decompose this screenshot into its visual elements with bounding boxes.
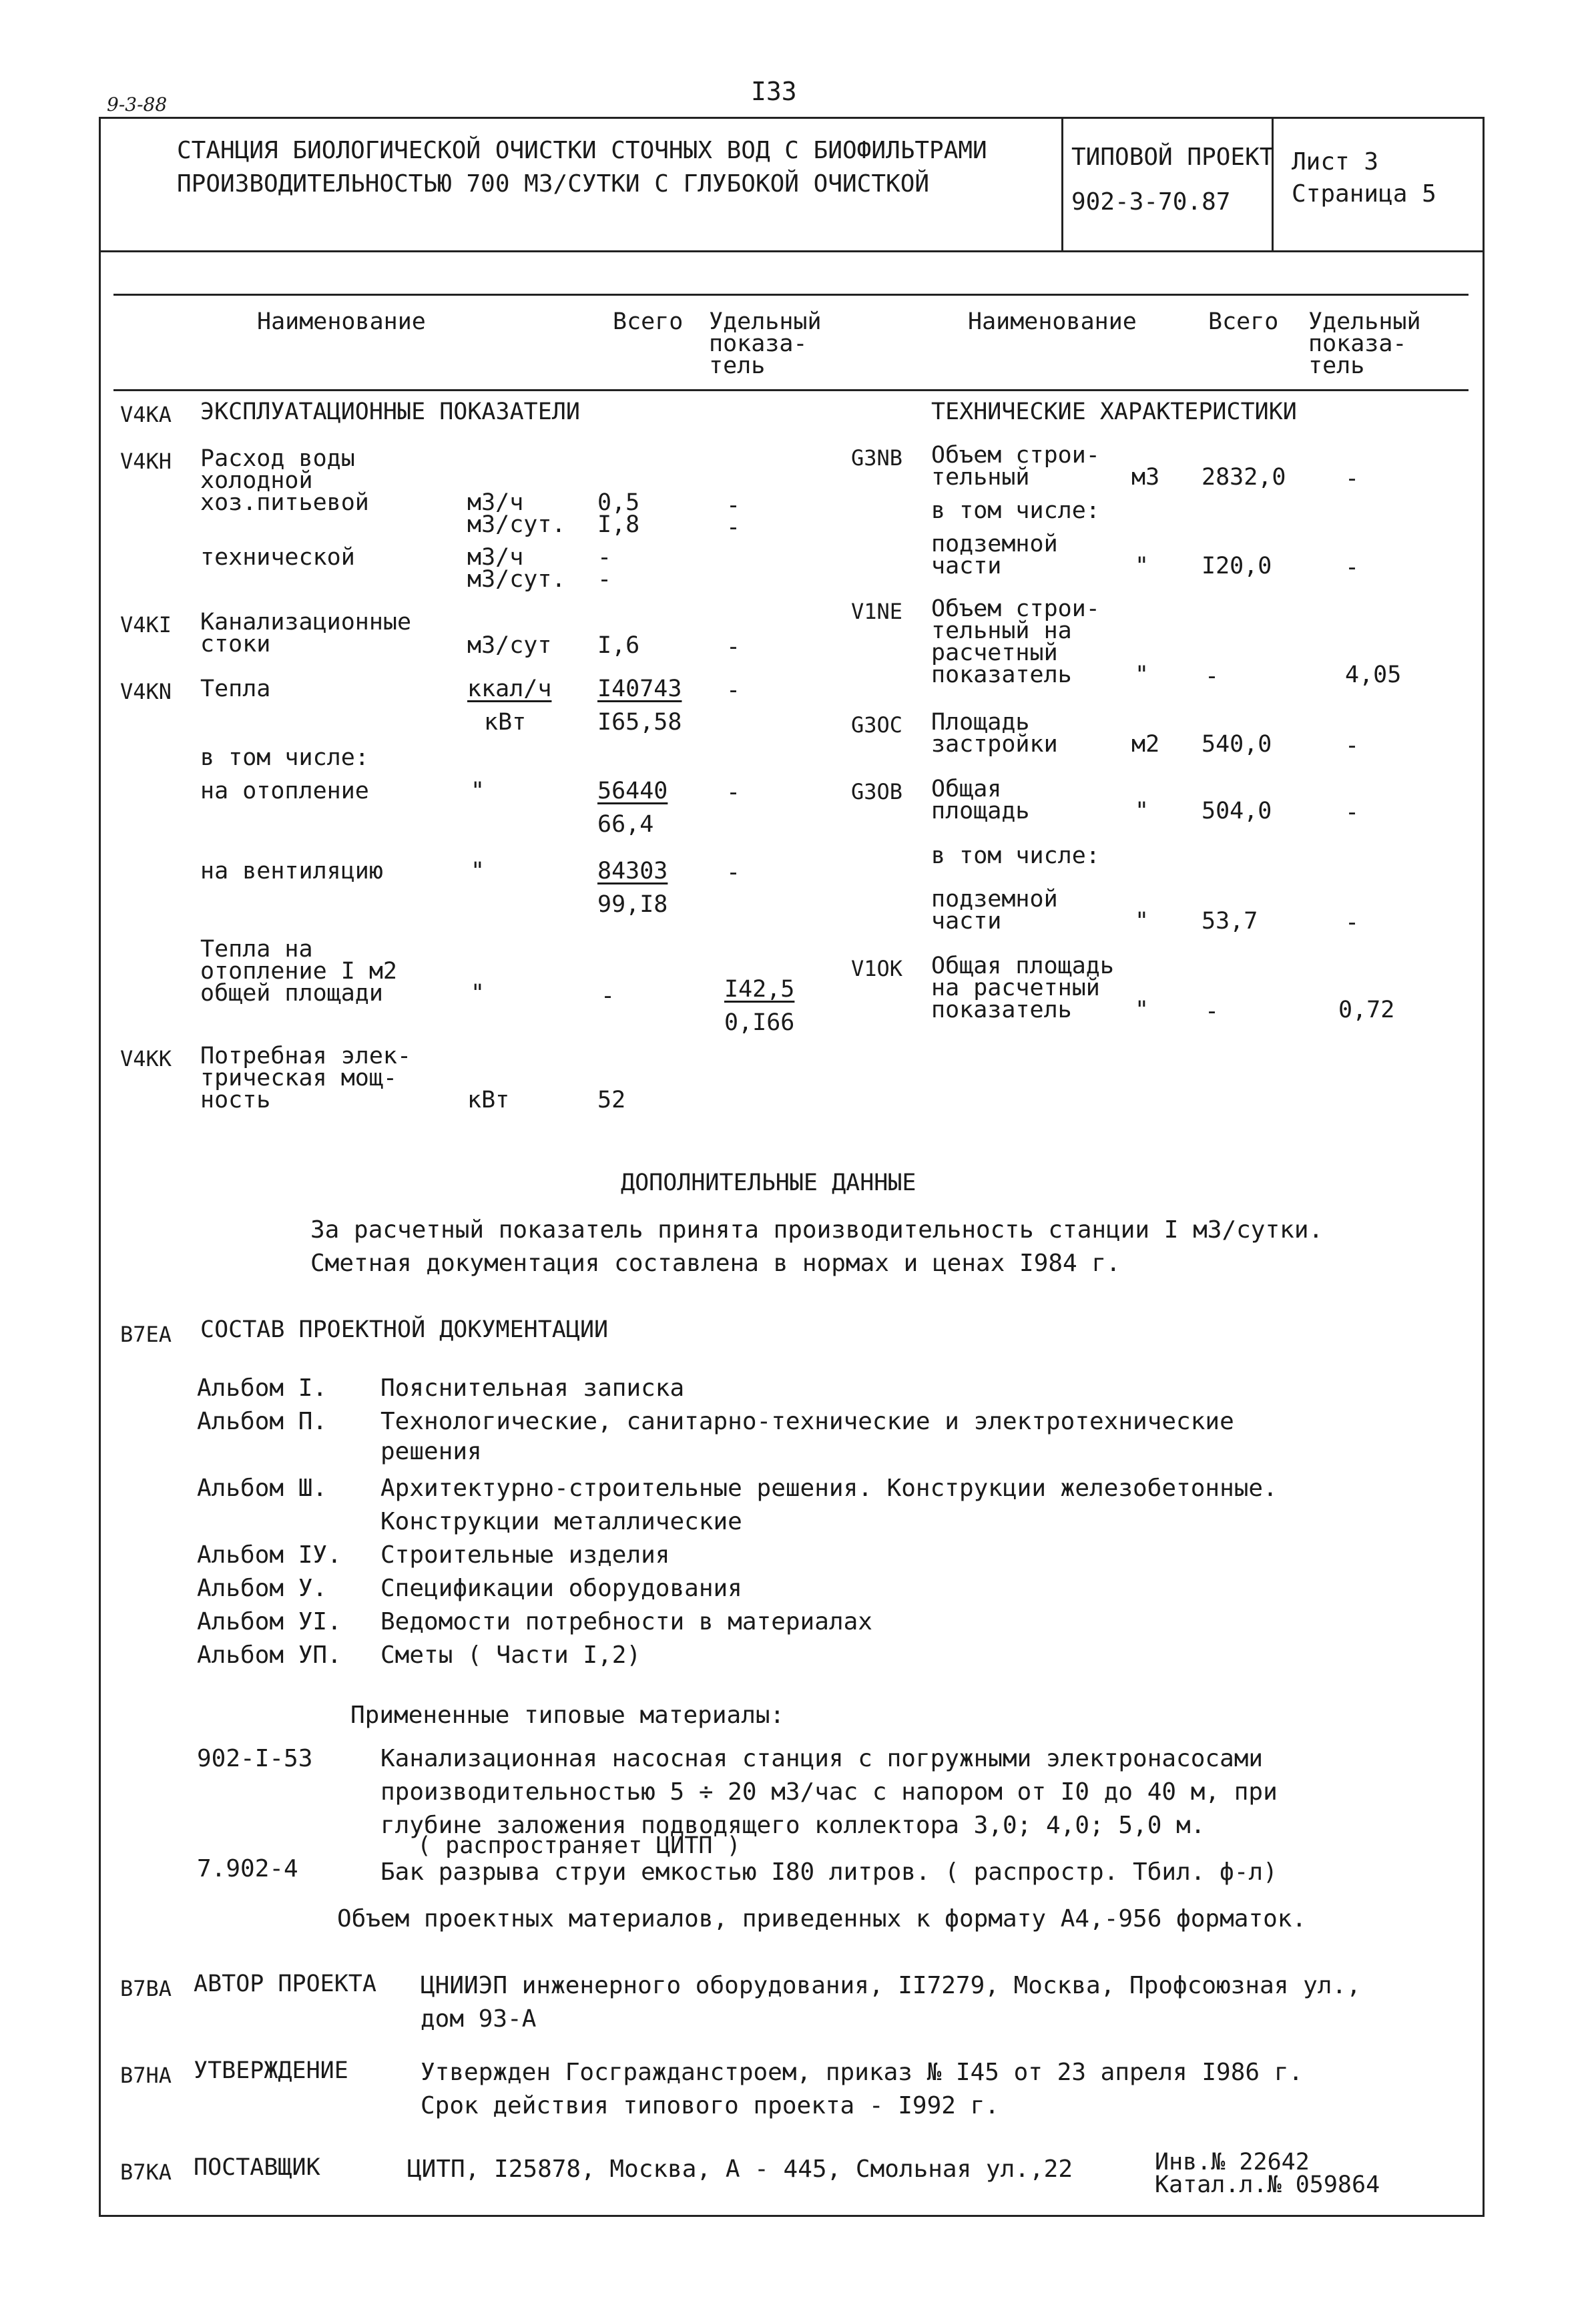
heat-m2-specific-bottom: 0,I66 bbox=[724, 1009, 795, 1036]
col-specific-right-3: тель bbox=[1308, 352, 1365, 379]
area-per-label-1: Общая площадь bbox=[931, 953, 1114, 979]
water-unit-2: м3/сут. bbox=[467, 511, 566, 538]
built-area-label-2: застройки bbox=[931, 731, 1058, 758]
ventilation-value-top: 84303 bbox=[597, 858, 668, 884]
album-4-label: Альбом IУ. bbox=[197, 1541, 342, 1569]
materials-volume: Объем проектных материалов, приведенных к формату А4,-956 форматок. bbox=[337, 1905, 1307, 1933]
material-1-line-1: Канализационная насосная станция с погружными электронасосами bbox=[380, 1745, 1264, 1772]
built-area-specific: - bbox=[1345, 732, 1360, 759]
underground-value: I20,0 bbox=[1202, 553, 1272, 579]
volume-per-unit: " bbox=[1135, 662, 1149, 688]
album-2-label: Альбом П. bbox=[197, 1408, 328, 1435]
material-1-note: ( распространяет ЦИТП ) bbox=[417, 1832, 741, 1859]
water-specific-1: - bbox=[726, 492, 741, 519]
col-name-left: Наименование bbox=[257, 308, 426, 335]
heat-m2-specific-top: I42,5 bbox=[724, 976, 795, 1003]
composition-title: СОСТАВ ПРОЕКТНОЙ ДОКУМЕНТАЦИИ bbox=[200, 1316, 609, 1343]
section-operational: ЭКСПЛУАТАЦИОННЫЕ ПОКАЗАТЕЛИ bbox=[200, 399, 580, 425]
heating-value-bottom: 66,4 bbox=[597, 811, 654, 838]
approval-title: УТВЕРЖДЕНИЕ bbox=[194, 2057, 348, 2084]
table-header-rule bbox=[113, 389, 1469, 391]
total-area-specific: - bbox=[1345, 799, 1360, 826]
technical-label: технической bbox=[200, 544, 355, 571]
underground2-label-1: подземной bbox=[931, 886, 1058, 913]
technical-value-1: - bbox=[597, 544, 612, 571]
area-per-value: - bbox=[1205, 998, 1220, 1025]
heat-m2-label-1: Тепла на bbox=[200, 936, 313, 963]
album-2-text-2: решения bbox=[380, 1438, 482, 1465]
project-number: 902-3-70.87 bbox=[1071, 188, 1231, 216]
volume-label-1: Объем строи- bbox=[931, 442, 1100, 469]
heat-incl: в том числе: bbox=[200, 744, 369, 771]
heat-m2-value: - bbox=[601, 983, 615, 1009]
underground-specific: - bbox=[1345, 554, 1360, 581]
technical-unit-2: м3/сут. bbox=[467, 566, 566, 593]
volume-unit: м3 bbox=[1131, 464, 1160, 491]
water-unit-1: м3/ч bbox=[467, 489, 524, 516]
code-b7ha: B7HA bbox=[120, 2063, 172, 2088]
heat-value-top: I40743 bbox=[597, 676, 682, 702]
heat-m2-label-2: отопление I м2 bbox=[200, 958, 398, 985]
col-specific-left-3: тель bbox=[709, 352, 766, 379]
power-label-1: Потребная элек- bbox=[200, 1043, 412, 1069]
code-v4kh: V4KH bbox=[120, 449, 172, 474]
ventilation-value-bottom: 99,I8 bbox=[597, 891, 668, 918]
album-1-text: Пояснительная записка bbox=[380, 1374, 685, 1402]
section-technical: ТЕХНИЧЕСКИЕ ХАРАКТЕРИСТИКИ bbox=[931, 399, 1297, 425]
code-b7ea: B7EA bbox=[120, 1322, 172, 1347]
ventilation-specific: - bbox=[726, 859, 741, 886]
sheet-number: Лист 3 bbox=[1292, 148, 1379, 176]
code-v1ok: V1OK bbox=[851, 956, 903, 981]
code-v4kk: V4KK bbox=[120, 1046, 172, 1071]
author-line-1: ЦНИИЭП инженерного оборудования, II7279, Москва, Профсоюзная ул., bbox=[421, 1972, 1361, 1999]
col-specific-left-2: показа- bbox=[709, 330, 808, 357]
album-4-text: Строительные изделия bbox=[380, 1541, 670, 1569]
code-v4kn: V4KN bbox=[120, 679, 172, 704]
album-3-text-2: Конструкции металлические bbox=[380, 1508, 742, 1535]
heat-specific: - bbox=[726, 677, 741, 704]
underground-unit: " bbox=[1135, 553, 1149, 579]
code-g3nb: G3NB bbox=[851, 445, 903, 471]
volume-per-label-4: показатель bbox=[931, 662, 1072, 688]
col-total-right: Всего bbox=[1208, 308, 1279, 335]
table-top-rule bbox=[113, 294, 1469, 296]
underground2-value: 53,7 bbox=[1202, 908, 1258, 935]
volume-per-value: - bbox=[1205, 663, 1220, 690]
album-3-text: Архитектурно-строительные решения. Конструкции железобетонные. bbox=[380, 1475, 1278, 1502]
album-1-label: Альбом I. bbox=[197, 1374, 328, 1402]
col-specific-right-2: показа- bbox=[1308, 330, 1407, 357]
author-line-2: дом 93-А bbox=[421, 2005, 537, 2033]
total-area-value: 504,0 bbox=[1202, 798, 1272, 824]
col-specific-left-1: Удельный bbox=[709, 308, 822, 335]
area-per-unit: " bbox=[1135, 997, 1149, 1023]
applied-materials-title: Примененные типовые материалы: bbox=[350, 1702, 785, 1729]
album-5-label: Альбом У. bbox=[197, 1575, 328, 1602]
additional-line-2: Сметная документация составлена в нормах и ценах I984 г. bbox=[310, 1250, 1121, 1277]
code-g3ob: G3OB bbox=[851, 779, 903, 804]
water-label-1: Расход воды bbox=[200, 445, 355, 472]
volume-value: 2832,0 bbox=[1202, 464, 1286, 491]
code-v1ne: V1NE bbox=[851, 599, 903, 624]
code-v4ka: V4KA bbox=[120, 402, 172, 427]
built-area-unit: м2 bbox=[1131, 731, 1160, 758]
page-number: I33 bbox=[751, 77, 797, 106]
code-b7ba: B7BA bbox=[120, 1976, 172, 2001]
title-divider-2 bbox=[1272, 117, 1274, 250]
water-label-3: хоз.питьевой bbox=[200, 489, 369, 516]
power-value: 52 bbox=[597, 1087, 626, 1113]
built-area-label-1: Площадь bbox=[931, 709, 1030, 736]
material-1-line-2: производительностью 5 ÷ 20 м3/час с напором от I0 до 40 м, при bbox=[380, 1778, 1278, 1806]
volume-per-specific: 4,05 bbox=[1345, 662, 1402, 688]
power-label-3: ность bbox=[200, 1087, 271, 1113]
supplier-line: ЦИТП, I25878, Москва, А - 445, Смольная ул.,22 bbox=[407, 2155, 1073, 2183]
technical-value-2: - bbox=[597, 566, 612, 593]
technical-unit-1: м3/ч bbox=[467, 544, 524, 571]
album-7-text: Сметы ( Части I,2) bbox=[380, 1641, 641, 1669]
album-7-label: Альбом УП. bbox=[197, 1641, 342, 1669]
water-value-1: 0,5 bbox=[597, 489, 640, 516]
area-incl: в том числе: bbox=[931, 842, 1100, 869]
total-area-label-1: Общая bbox=[931, 776, 1002, 802]
underground2-unit: " bbox=[1135, 908, 1149, 935]
additional-title: ДОПОЛНИТЕЛЬНЫЕ ДАННЫЕ bbox=[621, 1170, 916, 1196]
area-per-label-2: на расчетный bbox=[931, 975, 1100, 1001]
heating-label: на отопление bbox=[200, 778, 369, 804]
album-3-label: Альбом Ш. bbox=[197, 1475, 328, 1502]
material-2-code: 7.902-4 bbox=[197, 1855, 298, 1882]
code-g3oc: G3OC bbox=[851, 712, 903, 738]
album-6-label: Альбом УI. bbox=[197, 1608, 342, 1635]
heat-m2-label-3: общей площади bbox=[200, 980, 383, 1007]
project-label: ТИПОВОЙ ПРОЕКТ bbox=[1071, 144, 1274, 171]
material-1-code: 902-I-53 bbox=[197, 1745, 313, 1772]
archive-stamp: 9-3-88 bbox=[107, 93, 168, 115]
volume-per-label-3: расчетный bbox=[931, 640, 1058, 666]
volume-per-label-1: Объем строи- bbox=[931, 595, 1100, 622]
heat-value-bottom: I65,58 bbox=[597, 709, 682, 736]
title-divider-1 bbox=[1061, 117, 1063, 250]
col-total-left: Всего bbox=[613, 308, 684, 335]
catalog-number: Катал.л.№ 059864 bbox=[1155, 2171, 1380, 2198]
album-2-text: Технологические, санитарно-технические и электротехнические bbox=[380, 1408, 1234, 1435]
heat-unit-bottom: кВт bbox=[484, 709, 527, 736]
col-name-right: Наименование bbox=[968, 308, 1137, 335]
album-6-text: Ведомости потребности в материалах bbox=[380, 1608, 872, 1635]
heating-unit: " bbox=[471, 778, 485, 804]
heat-label: Тепла bbox=[200, 676, 271, 702]
author-title: АВТОР ПРОЕКТА bbox=[194, 1971, 376, 1997]
title-line-1: СТАНЦИЯ БИОЛОГИЧЕСКОЙ ОЧИСТКИ СТОЧНЫХ ВОД С БИОФИЛЬТРАМИ bbox=[177, 137, 987, 164]
album-5-text: Спецификации оборудования bbox=[380, 1575, 742, 1602]
additional-line-1: За расчетный показатель принята производительность станции I м3/сутки. bbox=[310, 1216, 1324, 1244]
water-label-2: холодной bbox=[200, 467, 313, 494]
underground2-label-2: части bbox=[931, 908, 1002, 935]
underground-label-1: подземной bbox=[931, 531, 1058, 557]
underground2-specific: - bbox=[1345, 909, 1360, 936]
area-per-specific: 0,72 bbox=[1338, 997, 1395, 1023]
area-per-label-3: показатель bbox=[931, 997, 1072, 1023]
ventilation-unit: " bbox=[471, 858, 485, 884]
title-line-2: ПРОИЗВОДИТЕЛЬНОСТЬЮ 700 М3/СУТКИ С ГЛУБОКОЙ ОЧИСТКОЙ bbox=[177, 170, 930, 198]
underground-label-2: части bbox=[931, 553, 1002, 579]
power-unit: кВт bbox=[467, 1087, 510, 1113]
volume-specific: - bbox=[1345, 465, 1360, 492]
material-1-line-3: глубине заложения подводящего коллектора 3,0; 4,0; 5,0 м. bbox=[380, 1812, 1206, 1839]
inventory-number: Инв.№ 22642 bbox=[1155, 2149, 1310, 2176]
sewage-unit: м3/сут bbox=[467, 632, 552, 659]
water-specific-2: - bbox=[726, 514, 741, 541]
volume-label-2: тельный bbox=[931, 464, 1030, 491]
sewage-label-1: Канализационные bbox=[200, 609, 412, 635]
sewage-specific: - bbox=[726, 633, 741, 660]
page-label: Страница 5 bbox=[1292, 180, 1436, 208]
heating-value-top: 56440 bbox=[597, 778, 668, 804]
sewage-value: I,6 bbox=[597, 632, 640, 659]
power-label-2: трическая мощ- bbox=[200, 1065, 398, 1091]
total-area-unit: " bbox=[1135, 798, 1149, 824]
volume-per-label-2: тельный на bbox=[931, 617, 1072, 644]
heating-specific: - bbox=[726, 779, 741, 806]
approval-line-2: Срок действия типового проекта - I992 г. bbox=[421, 2092, 999, 2119]
approval-line-1: Утвержден Госгражданстроем, приказ № I45 от 23 апреля I986 г. bbox=[421, 2059, 1304, 2086]
heat-m2-unit: " bbox=[471, 980, 485, 1007]
code-b7ka: B7KA bbox=[120, 2159, 172, 2185]
material-2-text: Бак разрыва струи емкостью I80 литров. ( распростр. Тбил. ф-л) bbox=[380, 1858, 1278, 1886]
built-area-value: 540,0 bbox=[1202, 731, 1272, 758]
sewage-label-2: стоки bbox=[200, 631, 271, 658]
ventilation-label: на вентиляцию bbox=[200, 858, 383, 884]
supplier-title: ПОСТАВЩИК bbox=[194, 2154, 320, 2181]
title-separator bbox=[99, 250, 1483, 252]
heat-unit-top: ккал/ч bbox=[467, 676, 552, 702]
total-area-label-2: площадь bbox=[931, 798, 1030, 824]
code-v4ki: V4KI bbox=[120, 612, 172, 637]
volume-incl: в том числе: bbox=[931, 497, 1100, 524]
water-value-2: I,8 bbox=[597, 511, 640, 538]
col-specific-right-1: Удельный bbox=[1308, 308, 1421, 335]
